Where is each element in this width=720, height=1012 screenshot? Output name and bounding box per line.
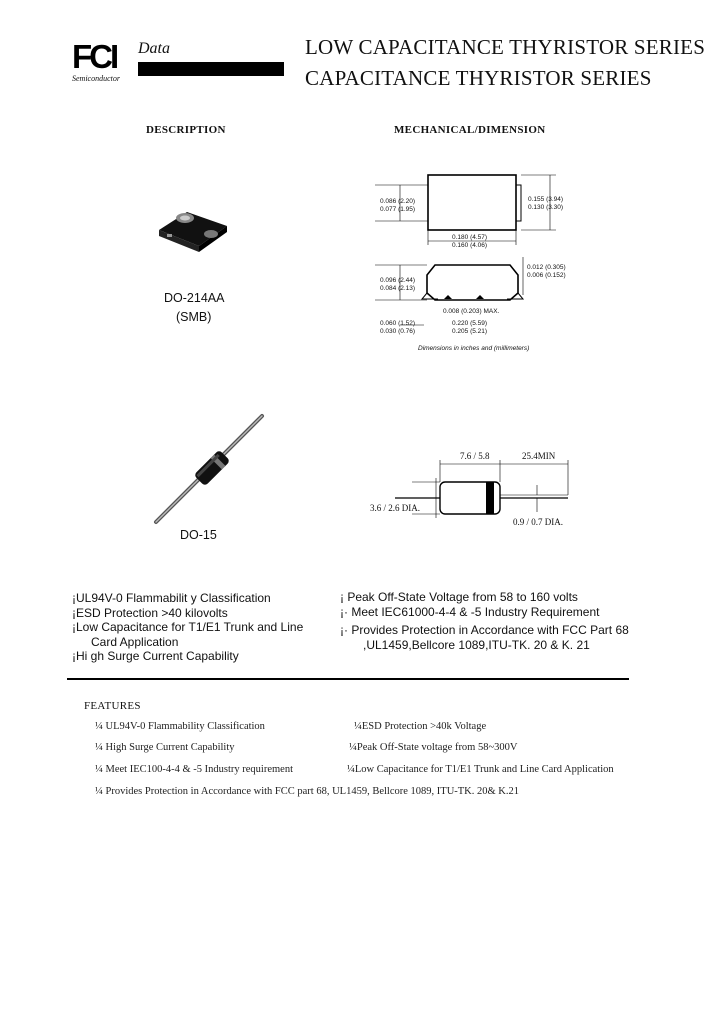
smb-units-note: Dimensions in inches and (millimeters) xyxy=(418,345,530,352)
do15-lead-diameter: 0.9 / 0.7 DIA. xyxy=(513,517,563,527)
bullet-right-3-cont: ,UL1459,Bellcore 1089,ITU-TK. 20 & K. 21 xyxy=(363,637,590,652)
do15-lead-length: 25.4MIN xyxy=(522,451,556,461)
smb-dim-t-a: 0.096 (2.44) xyxy=(380,277,416,284)
smb-package-alt-label: (SMB) xyxy=(176,310,212,324)
logo xyxy=(72,38,136,83)
do15-body-length: 7.6 / 5.8 xyxy=(460,451,490,461)
feature-item-2: ¼ESD Protection >40k Voltage xyxy=(354,721,487,732)
bullet-left-4: ¡Hi gh Surge Current Capability xyxy=(72,649,239,663)
mechanical-heading: MECHANICAL/DIMENSION xyxy=(394,124,546,136)
smb-dimension-drawing xyxy=(360,165,560,345)
description-heading: DESCRIPTION xyxy=(146,124,226,136)
do15-package-label: DO-15 xyxy=(180,528,217,542)
smb-package-image xyxy=(155,200,235,260)
logo-mark: FCI xyxy=(72,38,117,75)
title-line-2: CAPACITANCE THYRISTOR SERIES xyxy=(305,66,652,90)
smb-dim-width-b: 0.130 (3.30) xyxy=(528,204,564,211)
bullet-left-3-cont: Card Application xyxy=(91,634,179,649)
header-bar xyxy=(138,62,284,76)
bullet-right-2: ¡· Meet IEC61000-4-4 & -5 Industry Requirement xyxy=(340,605,600,619)
smb-dim-foot-b: 0.030 (0.76) xyxy=(380,328,416,335)
smb-dim-height-b: 0.077 (1.95) xyxy=(380,206,416,213)
feature-item-7: ¼ Provides Protection in Accordance with FCC part 68, UL1459, Bellcore 1089, ITU-TK. 20& K.21 xyxy=(95,786,520,797)
smb-dim-t-b: 0.084 (2.13) xyxy=(380,285,416,292)
bullet-left-1: ¡UL94V-0 Flammabilit y Classification xyxy=(72,591,271,605)
feature-item-3: ¼ High Surge Current Capability xyxy=(95,742,235,753)
section-divider xyxy=(67,678,629,680)
feature-item-4: ¼Peak Off-State voltage from 58~300V xyxy=(349,742,518,753)
feature-item-1: ¼ UL94V-0 Flammability Classification xyxy=(95,721,265,732)
do15-dimension-drawing xyxy=(392,450,632,530)
bullet-list-right xyxy=(340,590,629,652)
smb-dim-lead-a: 0.012 (0.305) xyxy=(527,264,566,271)
smb-dim-lead-b: 0.006 (0.152) xyxy=(527,272,566,279)
do15-body-diameter: 3.6 / 2.6 DIA. xyxy=(370,503,420,513)
smb-dim-foot-a: 0.060 (1.52) xyxy=(380,320,416,327)
smb-dim-height-a: 0.086 (2.20) xyxy=(380,198,416,205)
smb-dim-overall-b: 0.205 (5.21) xyxy=(452,328,488,335)
bullet-left-2: ¡ESD Protection >40 kilovolts xyxy=(72,605,228,620)
data-label: Data xyxy=(138,40,170,57)
smb-dim-width-a: 0.155 (3.94) xyxy=(528,196,564,203)
title-line-1: LOW CAPACITANCE THYRISTOR SERIES xyxy=(305,35,706,59)
do15-package-image xyxy=(150,410,270,530)
bullet-list-left xyxy=(72,591,303,663)
feature-item-6: ¼Low Capacitance for T1/E1 Trunk and Line Card Application xyxy=(347,764,614,775)
logo-subtitle: Semiconductor xyxy=(72,74,120,83)
smb-dim-overall-a: 0.220 (5.59) xyxy=(452,320,488,327)
bullet-left-3: ¡Low Capacitance for T1/E1 Trunk and Line xyxy=(72,620,304,634)
bullet-right-3: ¡· Provides Protection in Accordance with FCC Part 68 xyxy=(340,623,629,637)
smb-dim-len-a: 0.180 (4.57) xyxy=(452,234,488,241)
bullet-right-1: ¡ Peak Off-State Voltage from 58 to 160 volts xyxy=(340,590,578,604)
features-heading: FEATURES xyxy=(84,700,141,712)
smb-dim-max-note: 0.008 (0.203) MAX. xyxy=(443,308,500,315)
smb-dim-len-b: 0.160 (4.06) xyxy=(452,242,488,249)
smb-package-label: DO-214AA xyxy=(164,291,225,305)
feature-item-5: ¼ Meet IEC100-4-4 & -5 Industry requirement xyxy=(95,764,293,775)
